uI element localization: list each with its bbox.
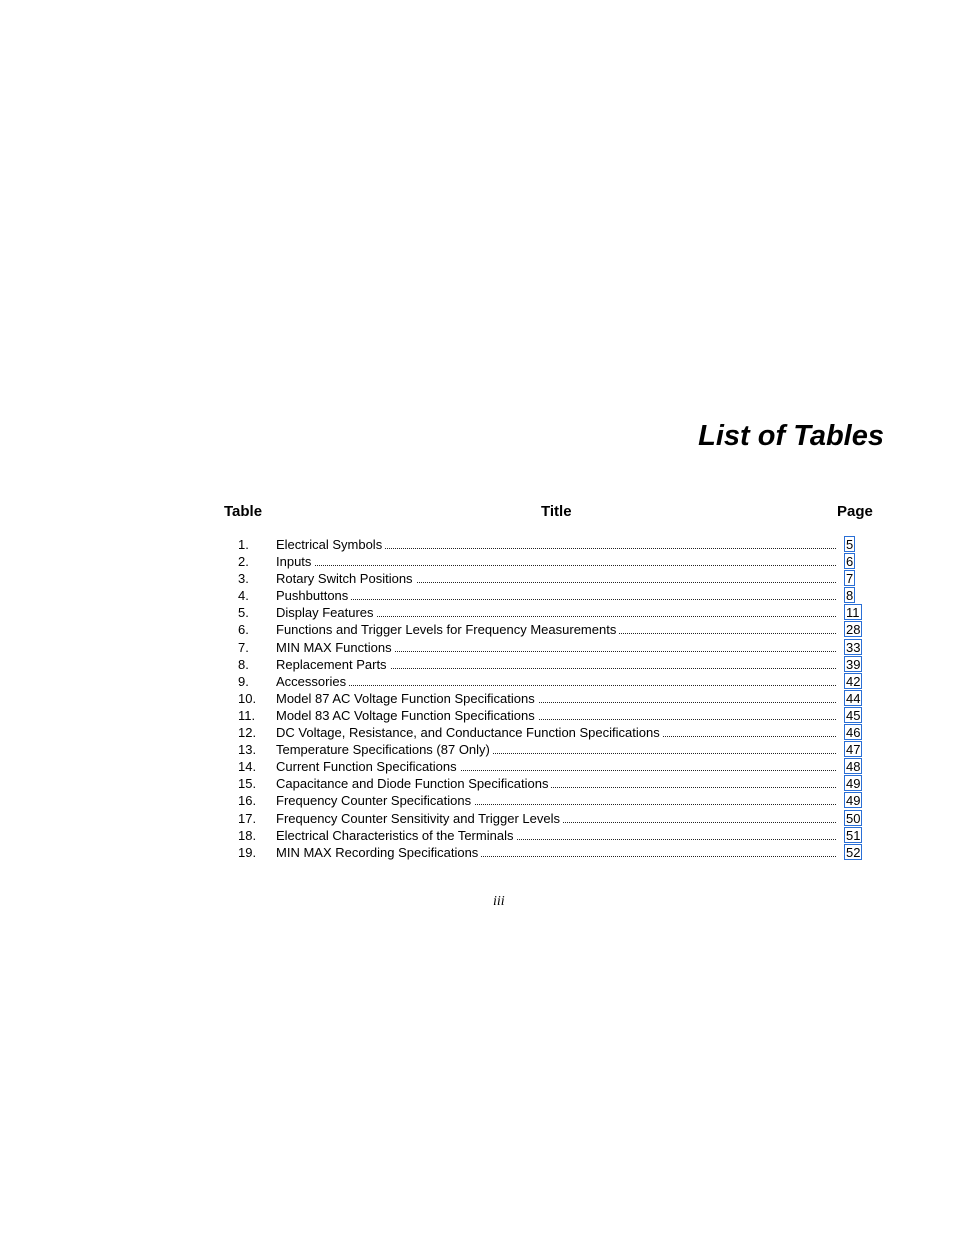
- entry-title-line: [276, 621, 836, 638]
- toc-entry: [0, 639, 954, 656]
- entry-page-link[interactable]: 39: [846, 656, 861, 672]
- page-title: List of Tables: [698, 420, 884, 452]
- entry-number: 12.: [238, 725, 257, 741]
- toc-entry: [0, 587, 954, 604]
- entry-title-line: [276, 775, 836, 792]
- entry-title-line: [276, 792, 836, 809]
- entry-number: 13.: [238, 742, 257, 758]
- toc-entry: [0, 758, 954, 775]
- entry-title-line: [276, 690, 836, 707]
- entry-title: Functions and Trigger Levels for Frequency Measurements: [276, 622, 619, 637]
- dot-leader: [276, 565, 836, 566]
- dot-leader: [276, 685, 836, 686]
- entry-page-link[interactable]: 11: [846, 605, 860, 621]
- entry-title: Model 83 AC Voltage Function Specifications: [276, 708, 538, 723]
- entry-page-link[interactable]: 51: [846, 827, 861, 843]
- entry-number: 8.: [238, 656, 249, 672]
- entry-page-link[interactable]: 8: [846, 588, 854, 604]
- entry-title: Frequency Counter Specifications: [276, 793, 474, 808]
- toc-entry: [0, 707, 954, 724]
- entry-page-link[interactable]: 48: [846, 759, 861, 775]
- entry-page-link[interactable]: 44: [846, 690, 861, 706]
- toc-entry: [0, 656, 954, 673]
- entry-page-link[interactable]: 49: [846, 793, 861, 809]
- toc-entry: [0, 792, 954, 809]
- entry-number: 16.: [238, 793, 257, 809]
- entry-title: Accessories: [276, 674, 349, 689]
- toc-entry: [0, 810, 954, 827]
- entry-page-link[interactable]: 50: [846, 810, 861, 826]
- entry-page-link[interactable]: 33: [846, 639, 861, 655]
- table-of-contents: [0, 536, 954, 861]
- entry-title-line: [276, 656, 836, 673]
- entry-title: Model 87 AC Voltage Function Specifications: [276, 691, 538, 706]
- toc-entry: [0, 741, 954, 758]
- entry-page-link[interactable]: 52: [846, 844, 861, 860]
- entry-title: Replacement Parts: [276, 657, 390, 672]
- entry-title: Frequency Counter Sensitivity and Trigger Levels: [276, 811, 563, 826]
- toc-entry: [0, 724, 954, 741]
- entry-title-line: [276, 758, 836, 775]
- entry-page-link[interactable]: 47: [846, 742, 861, 758]
- entry-title: Pushbuttons: [276, 588, 351, 603]
- entry-title-line: [276, 673, 836, 690]
- entry-number: 18.: [238, 827, 257, 843]
- entry-title: Electrical Symbols: [276, 537, 385, 552]
- entry-number: 9.: [238, 673, 249, 689]
- entry-number: 11.: [238, 707, 256, 723]
- toc-entry: [0, 621, 954, 638]
- entry-title-line: [276, 570, 836, 587]
- entry-title: MIN MAX Recording Specifications: [276, 845, 481, 860]
- column-header-table: Table: [224, 503, 263, 520]
- toc-entry: [0, 553, 954, 570]
- entry-title: Inputs: [276, 554, 314, 569]
- entry-title: Display Features: [276, 605, 377, 620]
- toc-entry: [0, 604, 954, 621]
- column-header-page: Page: [837, 503, 873, 520]
- entry-page-link[interactable]: 42: [846, 673, 861, 689]
- entry-title: Electrical Characteristics of the Terminals: [276, 828, 516, 843]
- entry-number: 2.: [238, 554, 249, 570]
- entry-page-link[interactable]: 28: [846, 622, 861, 638]
- entry-number: 3.: [238, 571, 249, 587]
- entry-number: 1.: [238, 537, 249, 552]
- entry-title: Rotary Switch Positions: [276, 571, 416, 586]
- entry-title-line: [276, 810, 836, 827]
- entry-number: 15.: [238, 776, 257, 792]
- entry-title-line: [276, 587, 836, 604]
- entry-title-line: [276, 724, 836, 741]
- entry-number: 17.: [238, 810, 257, 826]
- entry-title-line: [276, 741, 836, 758]
- footer-page-number: iii: [493, 894, 505, 909]
- entry-number: 14.: [238, 759, 257, 775]
- entry-title: MIN MAX Functions: [276, 640, 395, 655]
- column-header-title: Title: [541, 503, 572, 520]
- entry-number: 19.: [238, 844, 257, 860]
- entry-number: 4.: [238, 588, 249, 604]
- toc-entry: [0, 775, 954, 792]
- toc-entry: [0, 536, 954, 553]
- entry-title: Current Function Specifications: [276, 759, 460, 774]
- entry-title-line: [276, 844, 836, 861]
- toc-entry: [0, 570, 954, 587]
- entry-title: DC Voltage, Resistance, and Conductance Function Specifications: [276, 725, 663, 740]
- entry-title-line: [276, 604, 836, 621]
- entry-title: Capacitance and Diode Function Specifications: [276, 776, 551, 791]
- entry-page-link[interactable]: 45: [846, 707, 861, 723]
- entry-number: 7.: [238, 639, 249, 655]
- entry-title: Temperature Specifications (87 Only): [276, 742, 493, 757]
- toc-entry: [0, 673, 954, 690]
- entry-page-link[interactable]: 6: [846, 554, 854, 570]
- dot-leader: [276, 599, 836, 600]
- entry-page-link[interactable]: 7: [846, 571, 854, 587]
- entry-number: 6.: [238, 622, 249, 638]
- entry-page-link[interactable]: 49: [846, 776, 861, 792]
- toc-entry: [0, 844, 954, 861]
- entry-number: 5.: [238, 605, 249, 621]
- toc-entry: [0, 827, 954, 844]
- entry-page-link[interactable]: 5: [846, 537, 854, 552]
- entry-title-line: [276, 536, 836, 553]
- toc-entry: [0, 690, 954, 707]
- entry-title-line: [276, 639, 836, 656]
- entry-number: 10.: [238, 690, 257, 706]
- entry-title-line: [276, 827, 836, 844]
- entry-page-link[interactable]: 46: [846, 725, 861, 741]
- entry-title-line: [276, 553, 836, 570]
- entry-title-line: [276, 707, 836, 724]
